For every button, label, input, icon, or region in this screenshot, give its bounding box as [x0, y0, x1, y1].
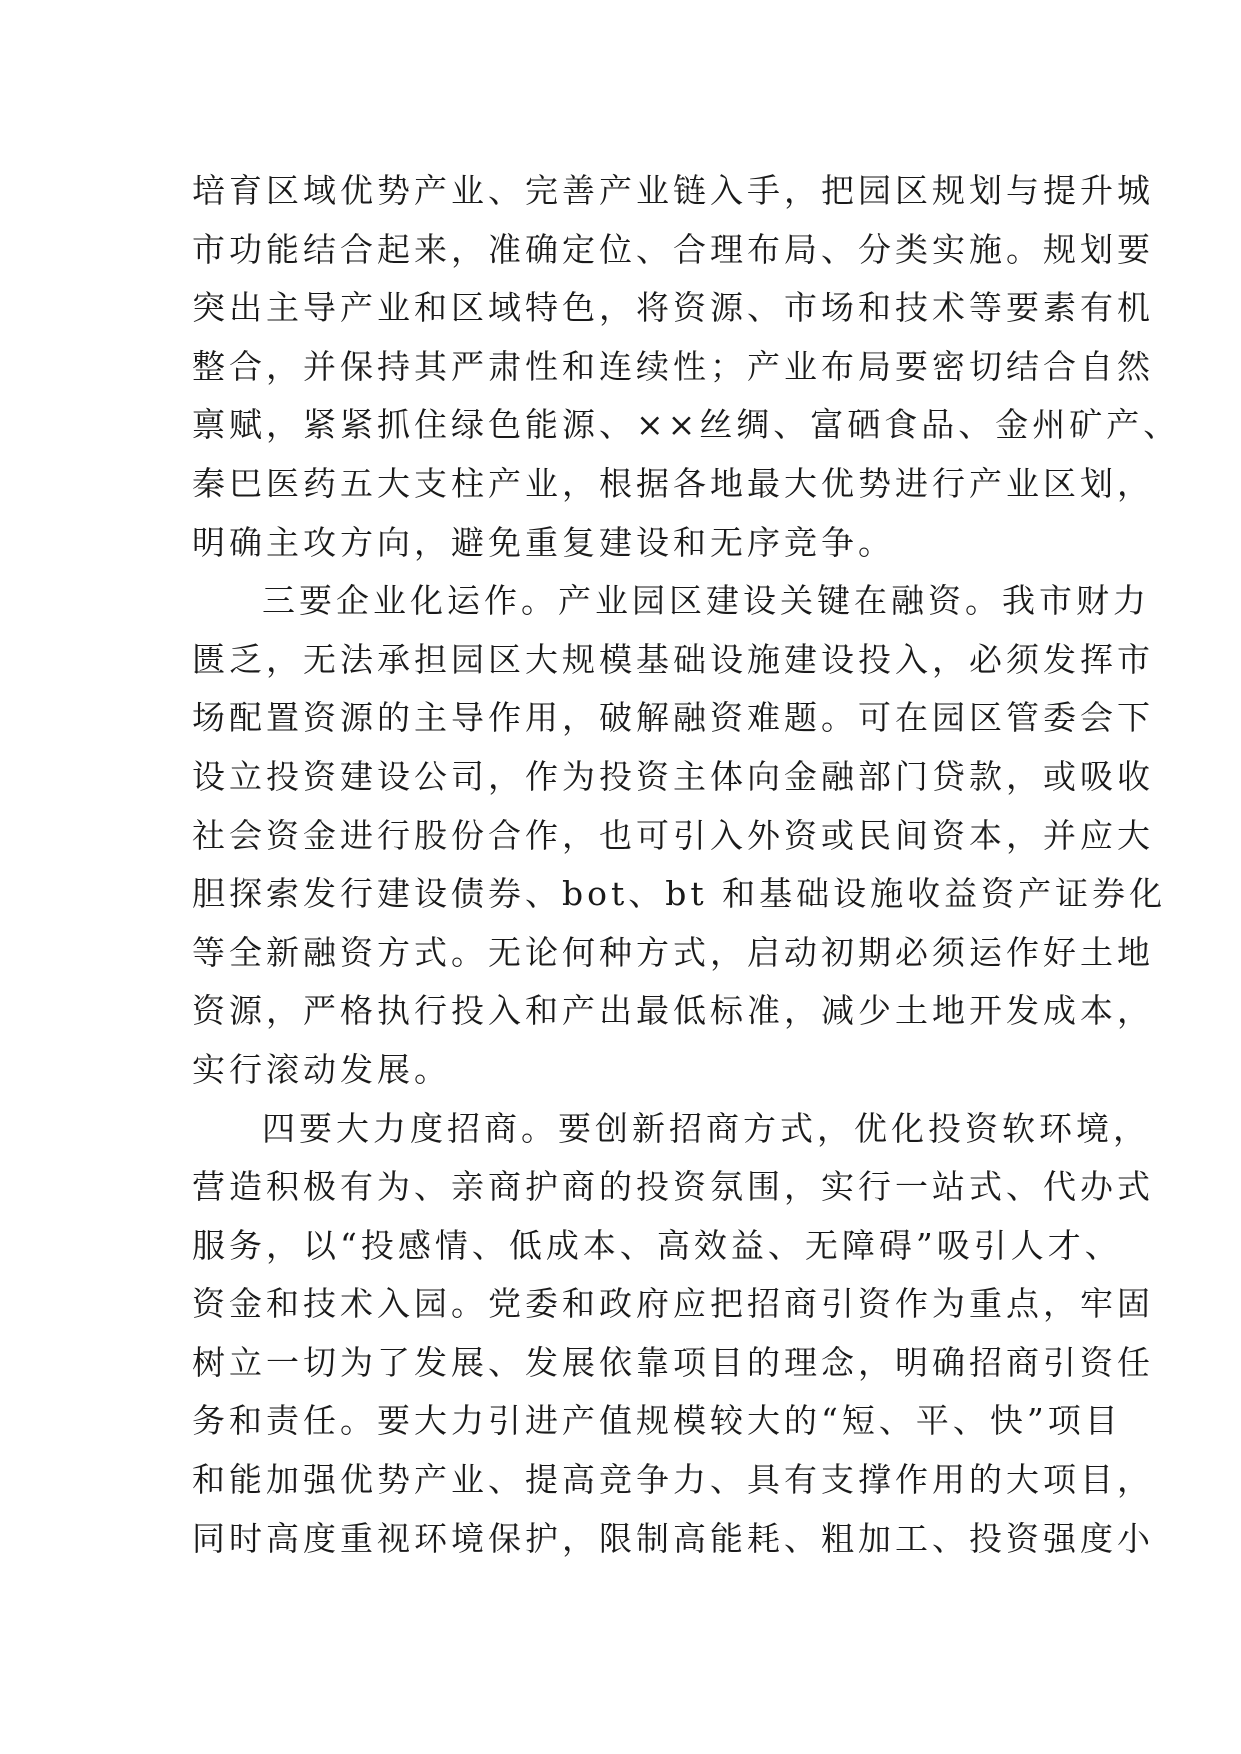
text-line: 市功能结合起来，准确定位、合理布局、分类实施。规划要 [192, 229, 1154, 269]
text-line: 设立投资建设公司，作为投资主体向金融部门贷款，或吸收 [192, 756, 1154, 796]
text-line: 明确主攻方向，避免重复建设和无序竞争。 [192, 522, 895, 562]
text-line: 培育区域优势产业、完善产业链入手，把园区规划与提升城 [192, 171, 1154, 210]
text-line: 社会资金进行股份合作，也可引入外资或民间资本，并应大 [192, 815, 1154, 855]
text-line: 胆探索发行建设债券、bot、bt 和基础设施收益资产证券化 [192, 874, 1167, 914]
text-line: 同时高度重视环境保护，限制高能耗、粗加工、投资强度小 [192, 1518, 1154, 1558]
text-line: 资金和技术入园。党委和政府应把招商引资作为重点，牢固 [192, 1284, 1154, 1324]
text-line: 树立一切为了发展、发展依靠项目的理念，明确招商引资任 [192, 1342, 1154, 1382]
text-line: 禀赋，紧紧抓住绿色能源、××丝绸、富硒食品、金州矿产、 [192, 405, 1181, 445]
text-line: 营造积极有为、亲商护商的投资氛围，实行一站式、代办式 [192, 1167, 1154, 1207]
text-line: 服务，以“投感情、低成本、高效益、无障碍”吸引人才、 [192, 1225, 1122, 1265]
paragraph-start-line: 四要大力度招商。要创新招商方式，优化投资软环境， [262, 1108, 1150, 1148]
text-line: 和能加强优势产业、提高竞争力、具有支撑作用的大项目， [192, 1460, 1154, 1500]
text-line: 整合，并保持其严肃性和连续性；产业布局要密切结合自然 [192, 346, 1154, 386]
text-line: 实行滚动发展。 [192, 1049, 451, 1089]
text-line: 等全新融资方式。无论何种方式，启动初期必须运作好土地 [192, 932, 1154, 972]
text-line: 秦巴医药五大支柱产业，根据各地最大优势进行产业区划， [192, 463, 1154, 503]
text-line: 务和责任。要大力引进产值规模较大的“短、平、快”项目 [192, 1401, 1122, 1441]
text-line: 匮乏，无法承担园区大规模基础设施建设投入，必须发挥市 [192, 639, 1154, 679]
text-line: 场配置资源的主导作用，破解融资难题。可在园区管委会下 [192, 698, 1154, 738]
text-line: 突出主导产业和区域特色，将资源、市场和技术等要素有机 [192, 288, 1154, 328]
paragraph-start-line: 三要企业化运作。产业园区建设关键在融资。我市财力 [262, 581, 1150, 621]
text-line: 资源，严格执行投入和产出最低标准，减少土地开发成本， [192, 991, 1154, 1031]
body-text [192, 162, 1181, 1568]
